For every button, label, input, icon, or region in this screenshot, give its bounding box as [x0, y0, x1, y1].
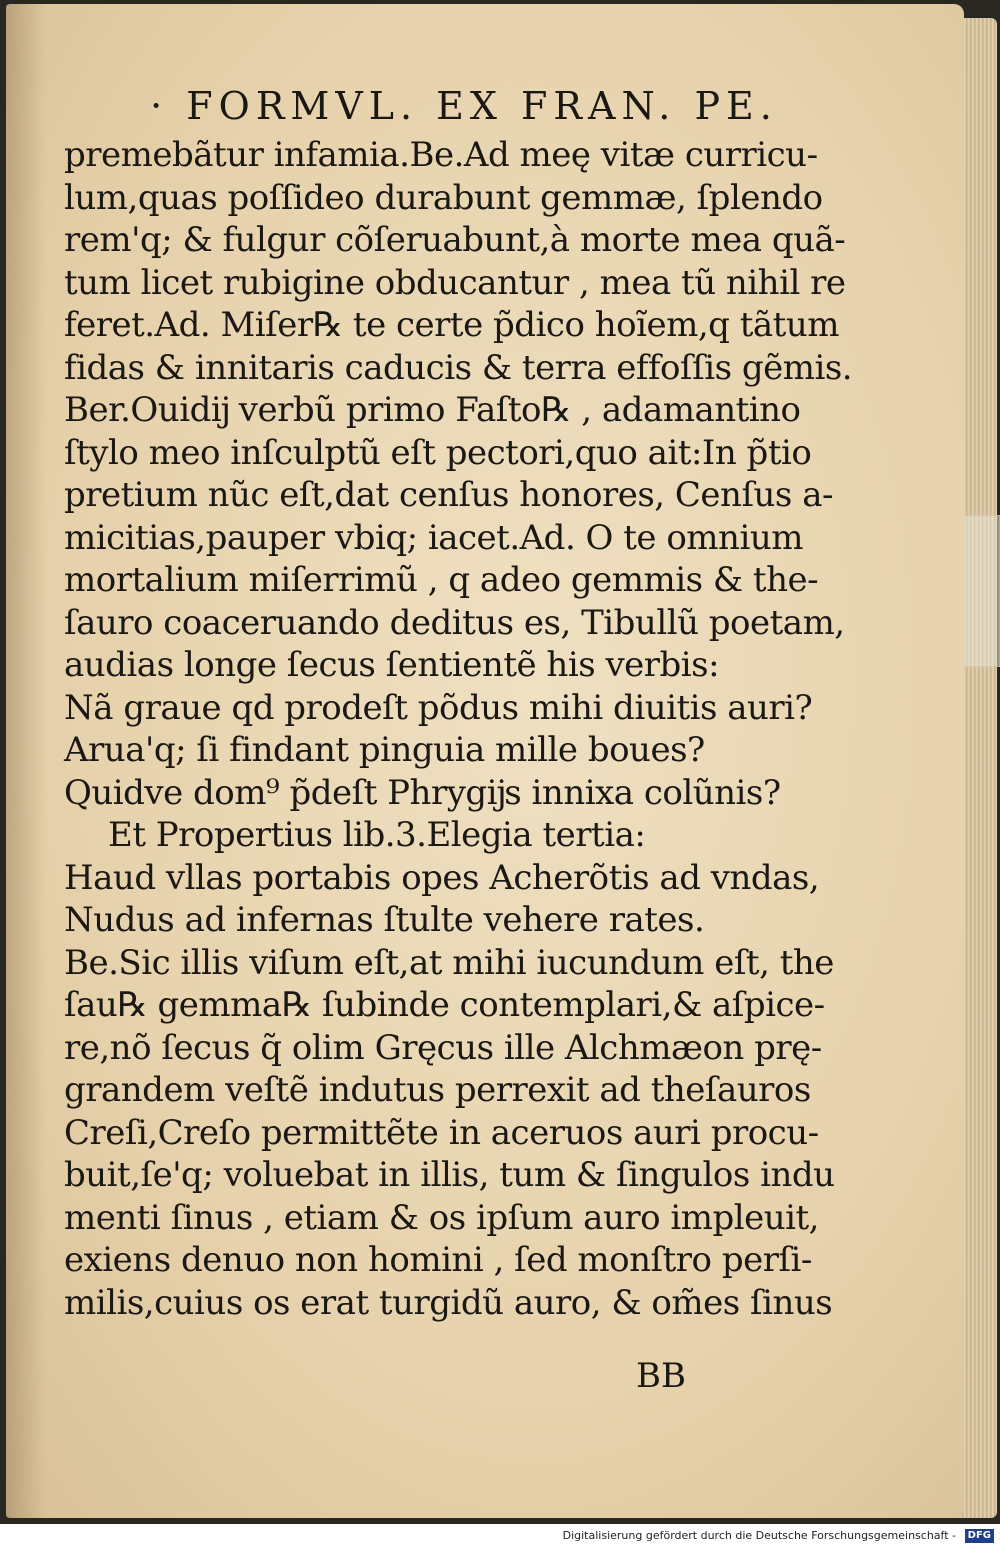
signature-mark: BB [636, 1356, 686, 1396]
text-line: ſau℞ gemma℞ ſubinde contemplari,& aſpice- [64, 985, 825, 1025]
verse-line: Quidve dom⁹ p̃deſt Phrygĳs innixa colũnis? [64, 772, 781, 813]
text-line: Et Propertius lib.3.Elegia tertia: [108, 815, 646, 855]
text-line: audias longe ſecus ſentientẽ his verbis: [64, 645, 720, 685]
text-line: ſauro coaceruando deditus es, Tibullũ poetam, [64, 602, 845, 643]
text-line: buit,ſe'q; voluebat in illis, tum & ſingulos indu [64, 1155, 835, 1195]
text-line: exiens denuo non homini , ſed monſtro perſi- [64, 1240, 812, 1280]
text-line: feret.Ad. Miſer℞ te certe p̃dico hoĩem,q tãtum [64, 305, 839, 345]
text-line: micitias,pauper vbiq; iacet.Ad. O te omnium [64, 517, 803, 558]
text-line: Creſi,Creſo permittẽte in aceruos auri procu- [64, 1112, 819, 1153]
text-line: milis,cuius os erat turgidũ auro, & om̃es ſinus [64, 1282, 833, 1323]
text-line: lum,quas poſſideo durabunt gemmæ, ſplendo [64, 177, 823, 218]
text-line: Ber.Ouidĳ verbũ primo Faſto℞ , adamantino [64, 390, 801, 430]
page-gutter [6, 4, 46, 1518]
text-line: mortalium miſerrimũ , q adeo gemmis & the- [64, 560, 819, 600]
verse-line: Haud vllas portabis opes Acherõtis ad vndas, [64, 857, 820, 898]
footer-bar [0, 1524, 1000, 1549]
text-line: Be.Sic illis viſum eſt,at mihi iucundum eſt, the [64, 942, 834, 983]
text-line: ſtylo meo inſculptũ eſt pectori,quo ait:In p̃tio [64, 432, 812, 473]
text-line: pretium nũc eſt,dat cenſus honores, Cenſus a- [64, 475, 833, 515]
dfg-logo-icon: DFG [965, 1529, 994, 1543]
footer-text: Digitalisierung gefördert durch die Deutsche Forschungsgemeinschaft - [562, 1529, 956, 1542]
text-line: rem'q; & fulgur cõſeruabunt,à morte mea quã- [64, 220, 846, 260]
text-line: fidas & innitaris caducis & terra effoſſis gẽmis. [64, 347, 853, 388]
verse-line: Nudus ad infernas ſtulte vehere rates. [64, 900, 705, 940]
verse-line: Arua'q; ſi findant pinguia mille boues? [64, 730, 705, 770]
running-header: · FORMVL. EX FRAN. PE. [150, 84, 778, 128]
text-line: tum licet rubigine obducantur , mea tũ nihil re [64, 262, 846, 303]
text-line: grandem veſtẽ indutus perrexit ad theſauros [64, 1070, 811, 1110]
text-line: premebãtur infamia.Be.Ad meę vitæ curricu- [64, 135, 818, 175]
text-line: re,nõ ſecus q̃ olim Gręcus ille Alchmæon prę- [64, 1027, 822, 1068]
verse-line: Nã graue qd prodeſt põdus mihi diuitis auri? [64, 687, 813, 728]
text-line: menti ſinus , etiam & os ipſum auro impleuit, [64, 1197, 819, 1238]
text-block [64, 78, 864, 1324]
